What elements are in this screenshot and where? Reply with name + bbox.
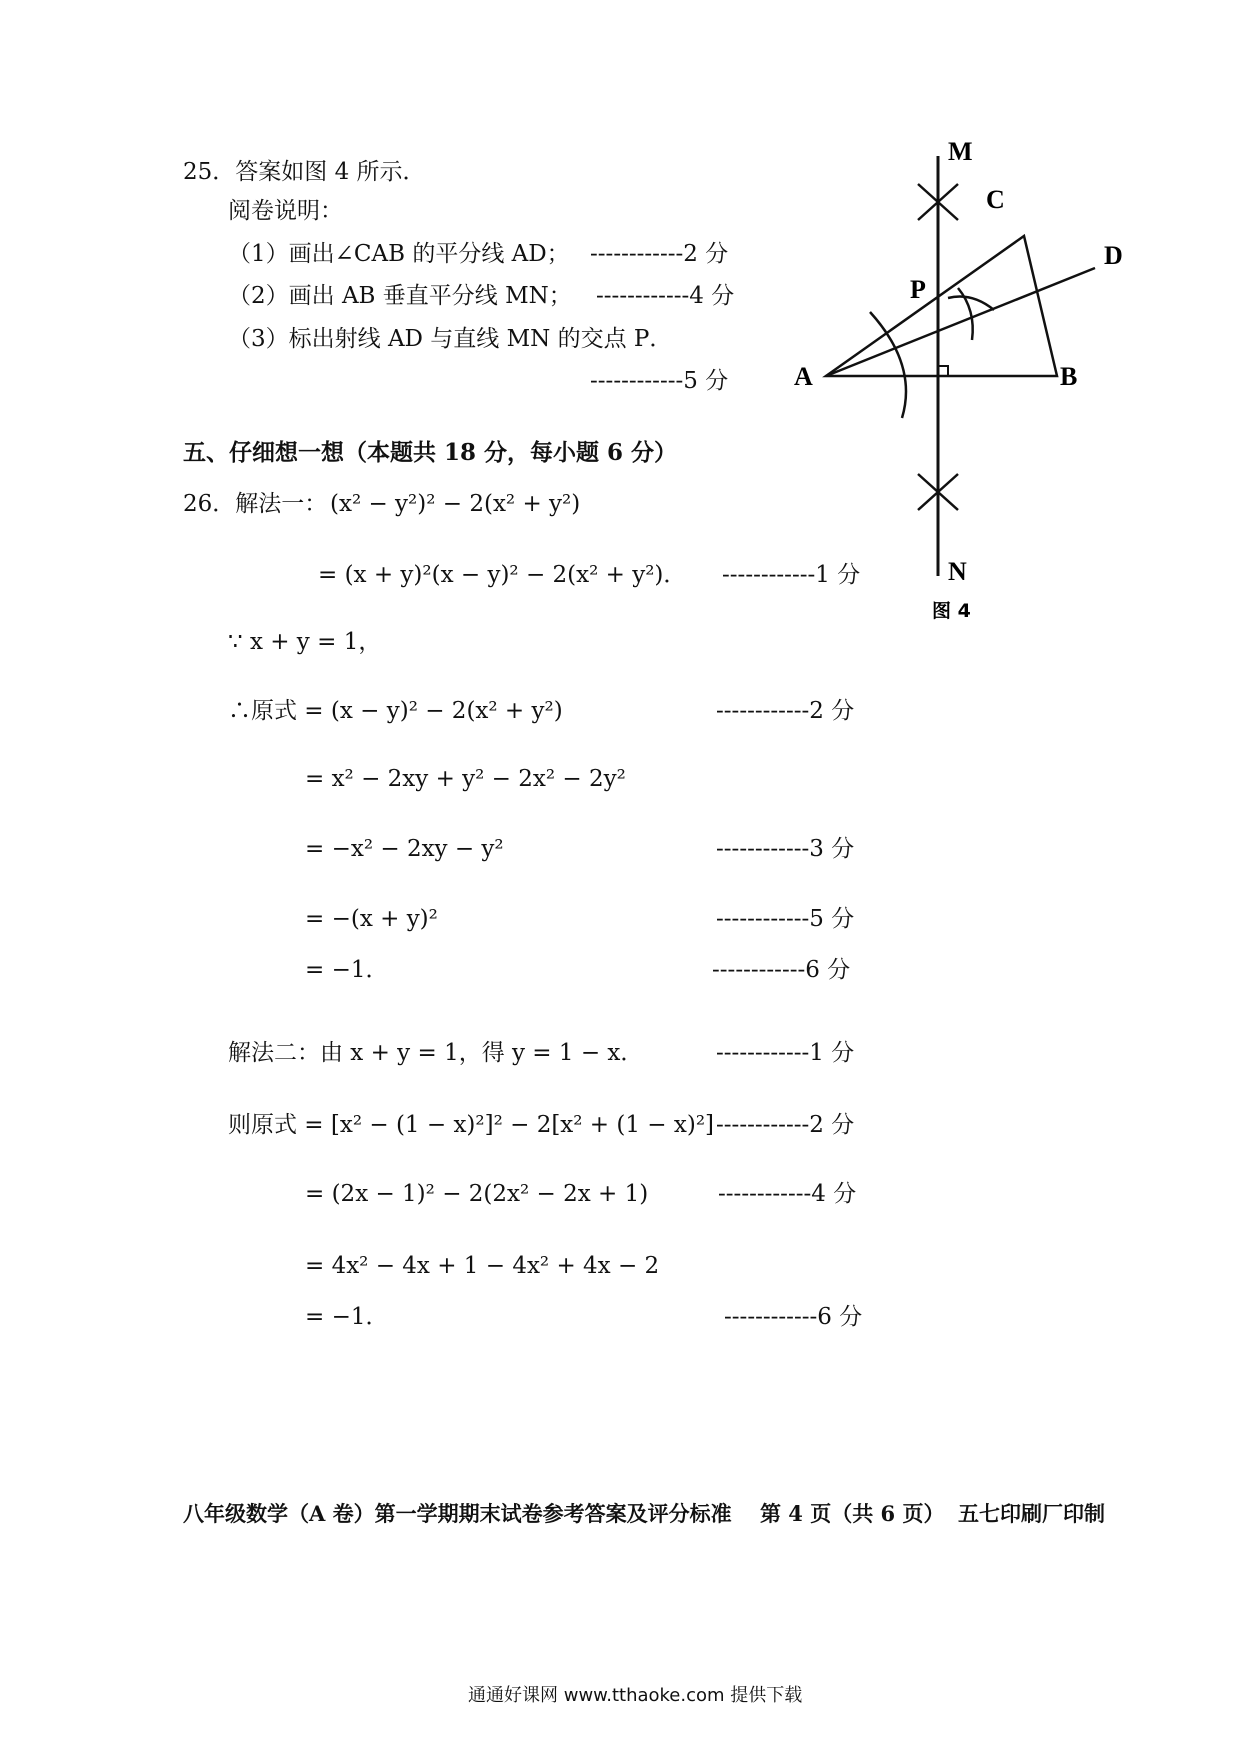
q25-item-2-score: ------------4 分	[596, 283, 735, 309]
q26-step-3-score: ------------3 分	[716, 836, 855, 862]
q26-step-1: = (x + y)²(x − y)² − 2(x² + y²)．	[318, 562, 687, 588]
arc-bisector-2	[948, 297, 994, 311]
figure-4-construction	[780, 140, 1140, 630]
q26-step-5: = −(x + y)²	[305, 906, 438, 932]
q26-method2-step-4-score: ------------4 分	[718, 1181, 857, 1207]
q26-step-given: ∵ x + y = 1，	[228, 629, 382, 655]
q26-step-3: = −x² − 2xy − y²	[305, 836, 504, 862]
q26-method2-step-2: 则原式 = [x² − (1 − x)²]² − 2[x² + (1 − x)²]	[228, 1112, 715, 1138]
q26-method1-label: 26．解法一：	[183, 491, 328, 517]
section-5-title: 五、仔细想一想（本题共 18 分，每小题 6 分）	[183, 439, 678, 466]
q25-item-1-score: ------------2 分	[590, 241, 729, 267]
figure-caption: 图 4	[932, 600, 971, 622]
q25-item-1: （1）画出∠CAB 的平分线 AD；	[228, 241, 570, 267]
ray-ad	[826, 268, 1095, 376]
q25-item-2: （2）画出 AB 垂直平分线 MN；	[228, 283, 572, 309]
label-c: C	[986, 185, 1005, 214]
q26-method2-step-4: = (2x − 1)² − 2(2x² − 2x + 1)	[305, 1181, 649, 1207]
q25-heading: 25．答案如图 4 所示．	[183, 159, 426, 185]
q25-item-3: （3）标出射线 AD 与直线 MN 的交点 P．	[228, 326, 673, 352]
label-d: D	[1104, 241, 1123, 270]
arc-a-large	[870, 312, 906, 418]
label-b: B	[1060, 362, 1078, 391]
q26-step-2: ∴原式 = (x − y)² − 2(x² + y²)	[228, 698, 563, 724]
q26-method2-step-1-score: ------------1 分	[716, 1040, 855, 1066]
q26-method2-step-6: = −1．	[305, 1304, 389, 1330]
label-a: A	[794, 362, 813, 391]
footer-printer: 五七印刷厂印制	[958, 1501, 1105, 1526]
q26-step-6: = −1．	[305, 957, 389, 983]
q26-step-expand: = x² − 2xy + y² − 2x² − 2y²	[305, 766, 626, 792]
q26-method2-intro: 解法二：由 x + y = 1，得 y = 1 − x．	[228, 1040, 644, 1066]
footer-title: 八年级数学（A 卷）第一学期期末试卷参考答案及评分标准	[183, 1501, 732, 1526]
download-credit: 通通好课网 www.tthaoke.com 提供下载	[468, 1685, 803, 1706]
q26-method2-step-expand: = 4x² − 4x + 1 − 4x² + 4x − 2	[305, 1253, 660, 1279]
q25-note-title: 阅卷说明：	[228, 198, 343, 224]
q26-step-5-score: ------------5 分	[716, 906, 855, 932]
label-m: M	[948, 140, 973, 166]
q26-step-6-score: ------------6 分	[712, 957, 851, 983]
q26-step-2-score: ------------2 分	[716, 698, 855, 724]
triangle-abc	[826, 236, 1057, 376]
q25-item-3-score: ------------5 分	[590, 368, 729, 394]
q26-step-1-score: ------------1 分	[722, 562, 861, 588]
q26-method2-step-2-score: ------------2 分	[716, 1112, 855, 1138]
q26-method1-expression: (x² − y²)² − 2(x² + y²)	[330, 491, 581, 517]
label-n: N	[948, 557, 967, 586]
label-p: P	[910, 275, 926, 304]
footer-page-number: 第 4 页（共 6 页）	[760, 1501, 945, 1526]
q26-method2-step-6-score: ------------6 分	[724, 1304, 863, 1330]
